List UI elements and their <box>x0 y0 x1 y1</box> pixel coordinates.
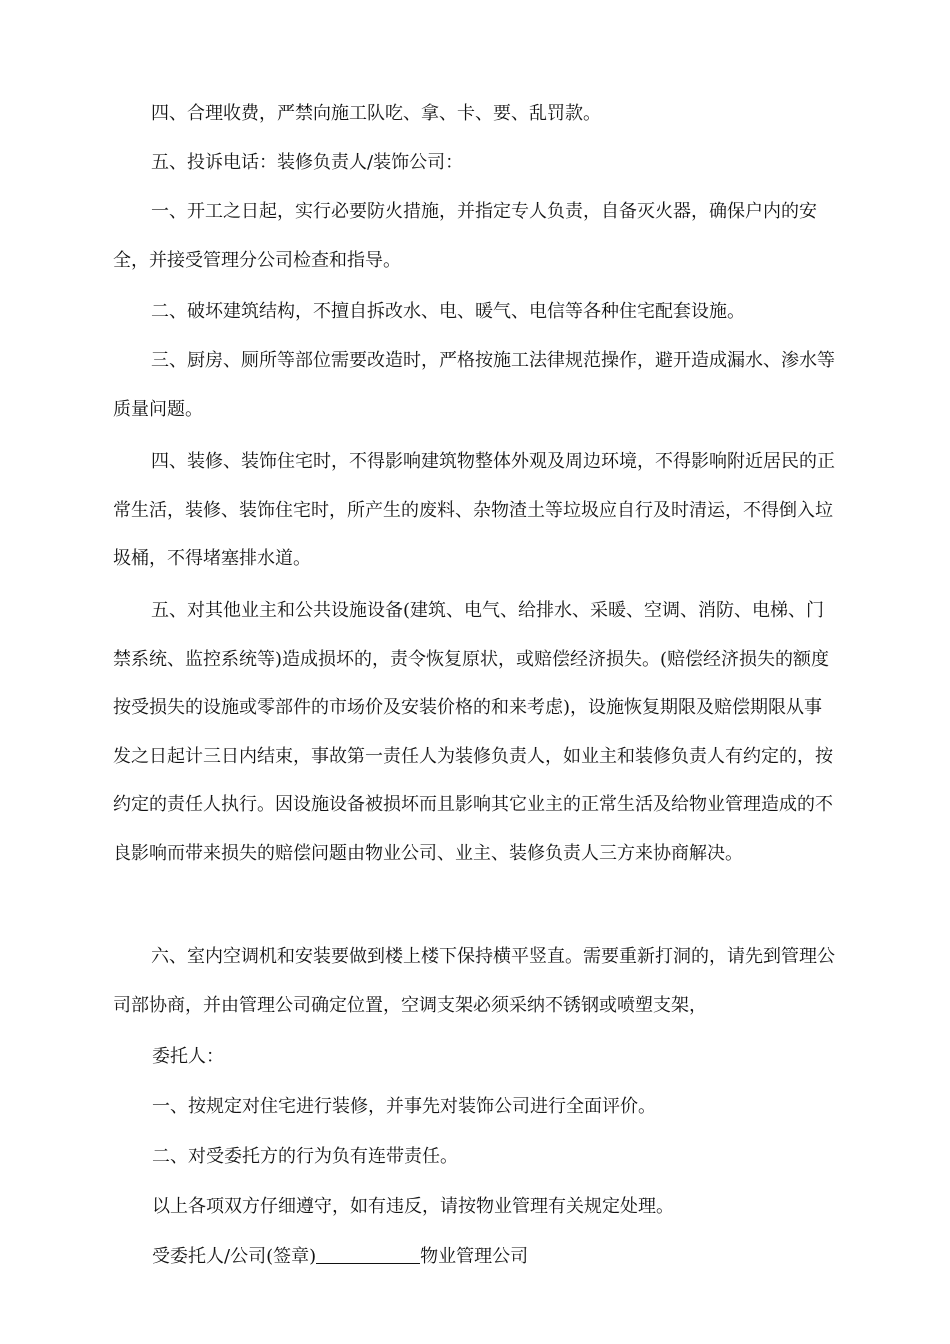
paragraph-compliance: 以上各项双方仔细遵守，如有违反，请按物业管理有关规定处理。 <box>152 1196 674 1217</box>
paragraph-principal-duty-1: 一、按规定对住宅进行装修，并事先对装饰公司进行全面评价。 <box>152 1096 656 1117</box>
paragraph-air-conditioner: 六、室内空调机和安装要做到楼上楼下保持横平竖直。需要重新打洞的，请先到管理公司部协商，并由管理公司确定位置，空调支架必须采纳不锈钢或喷塑支架， <box>113 946 835 1016</box>
paragraph-structure: 二、破坏建筑结构，不擅自拆改水、电、暖气、电信等各种住宅配套设施。 <box>151 301 745 322</box>
signature-line <box>152 1233 839 1282</box>
paragraph-appearance-waste: 四、装修、装饰住宅时，不得影响建筑物整体外观及周边环境，不得影响附近居民的正常生活，装修、装饰住宅时，所产生的废料、杂物渣土等垃圾应自行及时清运，不得倒入垃圾桶，不得堵塞排水道。 <box>113 451 835 569</box>
paragraph-damage-compensation: 五、对其他业主和公共设施设备(建筑、电气、给排水、采暖、空调、消防、电梯、门禁系统、监控系统等)造成损坏的，责令恢复原状，或赔偿经济损失。(赔偿经济损失的额度按受损失的设施或零部件的市场价及安装价格的和来考虑)，设施恢复期限及赔偿期限从事发之日起计三日内结束，事故第一责任人为装修负责人，如业主和装修负责人有约定的，按约定的责任人执行。因设施设备被损坏而且影响其它业主的正常生活及给物业管理造成的不良影响而带来损失的赔偿问题由物业公司、业主、装修负责人三方来协商解决。 <box>113 600 833 864</box>
signature-right-label: 物业管理公司 <box>420 1246 529 1267</box>
paragraph-fees: 四、合理收费，严禁向施工队吃、拿、卡、要、乱罚款。 <box>151 103 601 124</box>
paragraph-kitchen-bathroom: 三、厨房、厕所等部位需要改造时，严格按施工法律规范操作，避开造成漏水、渗水等质量问题。 <box>113 350 835 420</box>
signature-left-label: 受委托人/公司(签章) <box>152 1246 317 1267</box>
paragraph-fire-safety: 一、开工之日起，实行必要防火措施，并指定专人负责，自备灭火器，确保户内的安全，并接受管理分公司检查和指导。 <box>113 201 817 271</box>
paragraph-complaint-phone: 五、投诉电话：装修负责人/装饰公司： <box>151 152 464 173</box>
signature-blank <box>316 1247 420 1264</box>
paragraph-principal-heading: 委托人： <box>152 1046 224 1067</box>
paragraph-principal-duty-2: 二、对受委托方的行为负有连带责任。 <box>152 1146 458 1167</box>
